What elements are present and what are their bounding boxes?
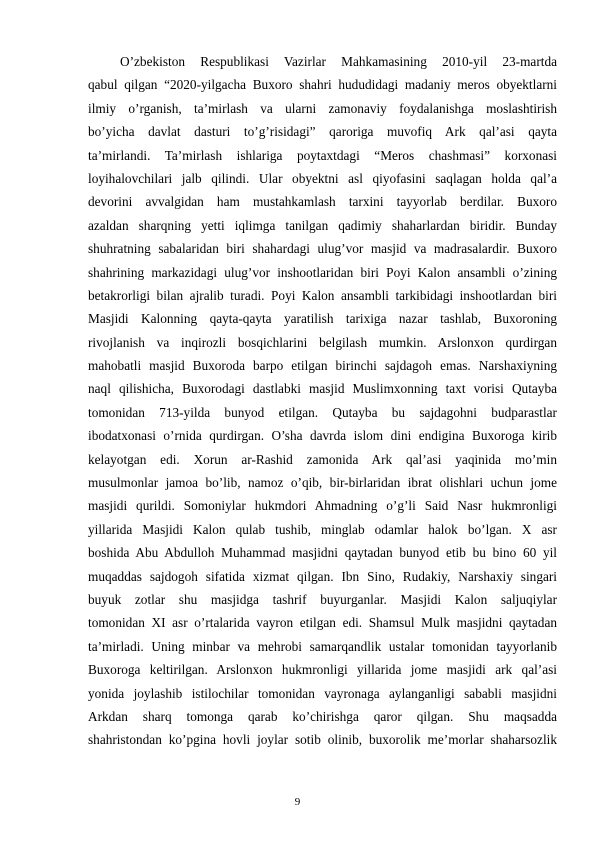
text-line: bo’yicha davlat dasturi to’g’risidagi” qaroriga muvofiq Ark qal’asi qayta (88, 124, 557, 140)
text-line: ibodatxonasi o’rnida qurdirgan. O’sha davrda islom dini endigina Buxoroga kirib (88, 428, 557, 444)
text-line: rivojlanish va inqirozli bosqichlarini belgilash mumkin. Arslonxon qurdirgan (88, 334, 557, 350)
text-line: Masjidi Kalonning qayta-qayta yaratilish tarixiga nazar tashlab, Buxoroning (88, 311, 557, 327)
text-line: Arkdan sharq tomonga qarab ko’chirishga qaror qilgan. Shu maqsadda (88, 708, 557, 724)
body-paragraph (88, 50, 557, 752)
text-line: devorini avvalgidan ham mustahkamlash tarxini tayyorlab berdilar. Buxoro (88, 194, 557, 210)
text-line: yonida joylashib istilochilar tomonidan vayronaga aylanganligi sababli masjidni (88, 685, 557, 701)
text-line: mahobatli masjid Buxoroda barpo etilgan birinchi sajdagoh emas. Narshaxiyning (88, 358, 557, 374)
text-line: kelayotgan edi. Xorun ar-Rashid zamonida Ark qal’asi yaqinida mo’min (88, 451, 557, 467)
text-line: Buxoroga keltirilgan. Arslonxon hukmronligi yillarida jome masjidi ark qal’asi (88, 662, 557, 678)
text-line: ilmiy o’rganish, ta’mirlash va ularni zamonaviy foydalanishga moslashtirish (88, 100, 557, 116)
text-line: naql qilishicha, Buxorodagi dastlabki masjid Muslimxonning taxt vorisi Qutayba (88, 381, 557, 397)
text-line: ta’mirlandi. Ta’mirlash ishlariga poytaxtdagi “Meros chashmasi” korxonasi (88, 147, 557, 163)
page-number: 9 (294, 796, 301, 808)
text-line: shuhratning sabalaridan biri shahardagi ulug’vor masjid va madrasalardir. Buxoro (88, 241, 557, 257)
text-line: buyuk zotlar shu masjidga tashrif buyurganlar. Masjidi Kalon saljuqiylar (88, 591, 557, 607)
text-line: loyihalovchilari jalb qilindi. Ular obyektni asl qiyofasini saqlagan holda qal’a (88, 170, 557, 186)
text-line: azaldan sharqning yetti iqlimga tanilgan qadimiy shaharlardan biridir. Bunday (88, 217, 557, 233)
text-line: ta’mirladi. Uning minbar va mehrobi samarqandlik ustalar tomonidan tayyorlanib (88, 638, 557, 654)
text-line: shahristondan ko’pgina hovli joylar sotib olinib, buxorolik me’morlar shaharsozlik (88, 732, 557, 748)
text-line: muqaddas sajdogoh sifatida xizmat qilgan. Ibn Sino, Rudakiy, Narshaxiy singari (88, 568, 557, 584)
text-line: boshida Abu Abdulloh Muhammad masjidni qaytadan bunyod etib bu bino 60 yil (88, 545, 557, 561)
text-line: qabul qilgan “2020-yilgacha Buxoro shahri hududidagi madaniy meros obyektlarni (88, 77, 557, 93)
text-line: musulmonlar jamoa bo’lib, namoz o’qib, bir-birlaridan ibrat olishlari uchun jome (88, 475, 557, 491)
text-line: tomonidan XI asr o’rtalarida vayron etilgan edi. Shamsul Mulk masjidni qaytadan (88, 615, 557, 631)
text-line: shahrining markazidagi ulug’vor inshootlaridan biri Poyi Kalon ansambli o’zining (88, 264, 557, 280)
text-line: tomonidan 713-yilda bunyod etilgan. Qutayba bu sajdagohni budparastlar (88, 404, 557, 420)
text-line: yillarida Masjidi Kalon qulab tushib, minglab odamlar halok bo’lgan. X asr (88, 521, 557, 537)
text-line: betakrorligi bilan ajralib turadi. Poyi Kalon ansambli tarkibidagi inshootlardan biri (88, 287, 557, 303)
text-line: masjidi qurildi. Somoniylar hukmdori Ahmadning o’g’li Said Nasr hukmronligi (88, 498, 557, 514)
text-line: O’zbekiston Respublikasi Vazirlar Mahkamasining 2010-yil 23-martda (120, 54, 557, 69)
